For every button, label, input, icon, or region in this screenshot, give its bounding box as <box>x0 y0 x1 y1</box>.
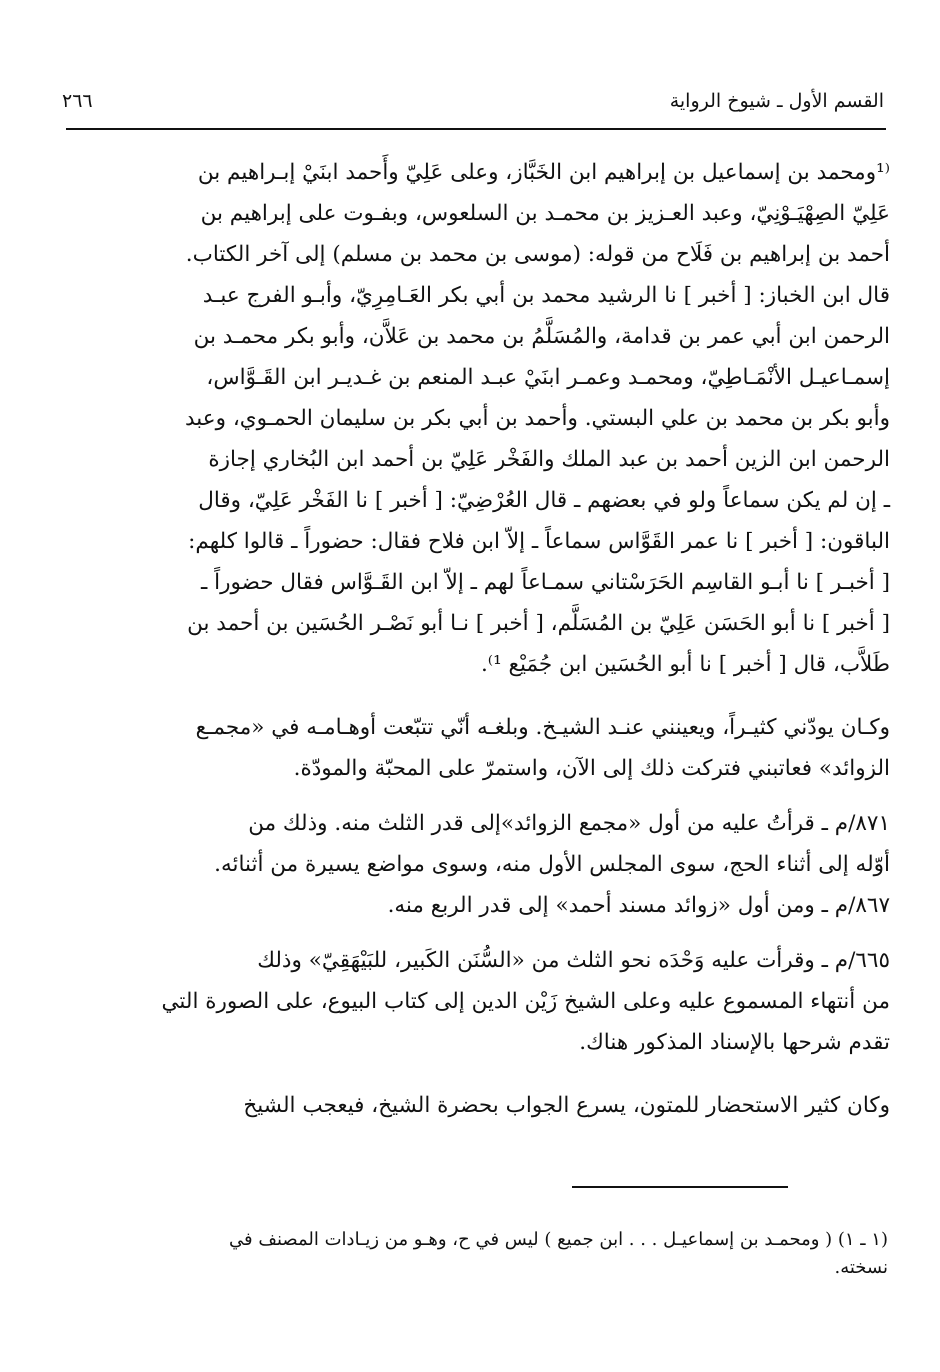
entry-871 <box>70 803 890 885</box>
page-number: ٢٦٦ <box>62 90 93 112</box>
text-line: ⁽¹ومحمد بن إسماعيل بن إبراهيم ابن الخَبَّاز، وعلى عَلِيّ وأَحمد ابنَيْ إبـراهيم بن <box>197 160 890 185</box>
header-divider <box>66 128 886 130</box>
text-line: أحمد بن إبراهيم بن فَلَاح من قوله: (موسى بن محمد بن مسلم) إلى آخر الكتاب. <box>185 242 890 267</box>
entry-665 <box>70 940 890 1063</box>
text-line: وكـان يودّني كثيـراً، ويعينني عنـد الشيـخ. وبلغـه أنّي تتبّعت أوهـامـه في «مجمـع <box>195 715 890 740</box>
text-line: ـ إن لم يكن سماعاً ولو في بعضهم ـ قال العُرْضِيّ: [ أخبر ] نا الفَخْر عَلِيّ، وقال <box>198 488 890 513</box>
text-line: الرحمن ابن أبي عمر بن قدامة، والمُسَلَّمُ بن محمد بن عَلاَّن، وأبو بكر محمـد بن <box>193 324 890 349</box>
closing-paragraph <box>70 1085 890 1126</box>
text-line: [ أخبر ] نا أبو الحَسَن عَلِيّ بن المُسَلَّم، [ أخبر ] نـا أبو نَصْـر الحُسَين بن أحمد بن <box>187 611 890 636</box>
text-line: من أنتهاء المسموع عليه وعلى الشيخ زَيْن الدين إلى كتاب البيوع، على الصورة التي <box>161 989 890 1014</box>
entry-867 <box>70 885 890 926</box>
footnote-line: (١ ـ ١) ( ومحمـد بن إسماعيـل . . . ابن جميع ) ليس في ح، وهـو من زيـادات المصنف في <box>228 1229 888 1250</box>
text-line: ٨٧١/م ـ قرأتُ عليه من أول «مجمع الزوائد»إلى قدر الثلث منه. وذلك من <box>248 811 890 836</box>
text-line: الرحمن ابن الزين أحمد بن عبد الملك والفَخْر عَلِيّ بن أحمد ابن البُخاري إجازة <box>208 447 890 472</box>
chain-of-transmission-paragraph <box>70 152 890 685</box>
text-line: طَلاَّب، قال [ أخبر ] نا أبو الحُسَين ابن جُمَيْع ¹⁾. <box>480 652 890 677</box>
text-line: إسمـاعيـل الأنْمَـاطِيّ، ومحمـد وعمـر ابنَيْ عبـد المنعم بن غـديـر ابن القَـوَّاس، <box>206 365 890 390</box>
text-line: وأبو بكر بن محمد بن علي البستي. وأحمد بن أبي بكر بن سليمان الحمـوي، وعبد <box>185 406 890 431</box>
section-title: القسم الأول ـ شيوخ الرواية <box>669 90 884 112</box>
text-line: [ أخبـر ] نا أبـو القاسِم الحَرَسْتاني سمـاعاً لهم ـ إلاّ ابن القَـوَّاس فقال حضوراً ـ <box>201 570 890 595</box>
footnote <box>70 1226 888 1282</box>
majma-paragraph <box>70 707 890 789</box>
text-line: عَلِيّ الصِهْيَـوْنِيّ، وعبد العـزيز بن محمـد بن السلعوس، وبفـوت على إبراهيم بن <box>200 201 890 226</box>
text-line: الزوائد» فعاتبني فتركت ذلك إلى الآن، واستمرّ على المحبّة والمودّة. <box>293 756 890 781</box>
text-line: وكان كثير الاستحضار للمتون، يسرع الجواب بحضرة الشيخ، فيعجب الشيخ <box>243 1093 890 1118</box>
text-line: ٨٦٧/م ـ ومن أول «زوائد مسند أحمد» إلى قدر الربع منه. <box>387 893 890 918</box>
text-line: ٦٦٥/م ـ وقرأت عليه وَحْدَه نحو الثلث من «السُّنَن الكَبير، للبَيْهَقِيّ» وذلك <box>257 948 890 973</box>
footnote-line: نسخته. <box>834 1257 888 1278</box>
text-line: تقدم شرحها بالإسناد المذكور هناك. <box>579 1030 890 1055</box>
text-line: الباقون: [ أخبر ] نا عمر القَوَّاس سماعاً ـ إلاّ ابن فلاح فقال: حضوراً ـ قالوا كلهم: <box>188 529 890 554</box>
footnote-divider <box>572 1186 788 1188</box>
page-header <box>62 86 884 116</box>
text-line: أوّله إلى أثناء الحج، سوى المجلس الأول منه، وسوى مواضع يسيرة من أثنائه. <box>214 852 890 877</box>
page-body <box>70 152 890 1126</box>
text-line: قال ابن الخباز: [ أخبر ] نا الرشيد محمد بن أبي بكر العَـامِرِيّ، وأبـو الفرج عبـد <box>202 283 890 308</box>
